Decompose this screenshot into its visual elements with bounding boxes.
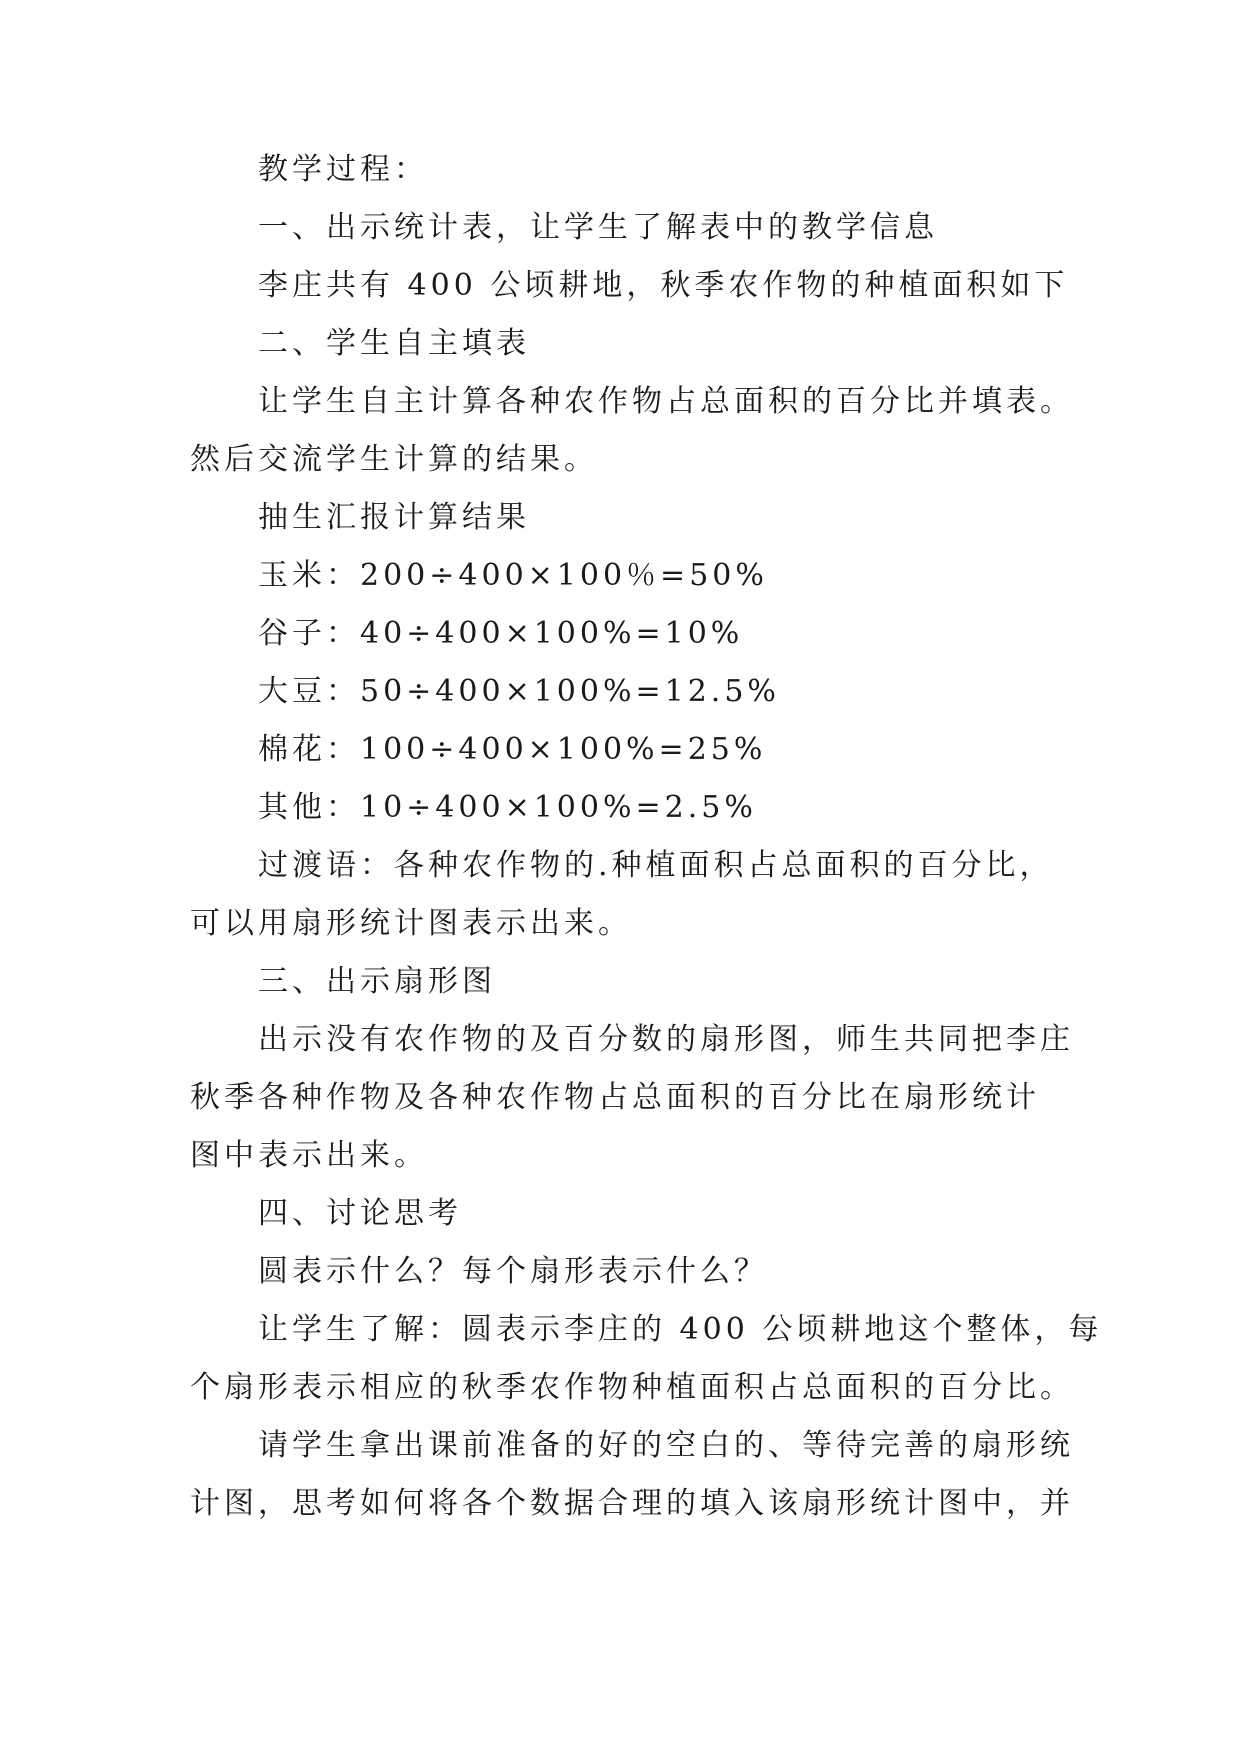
calc-line-cotton: 棉花：100÷400×100%=25% (258, 732, 767, 767)
calc-line-soybean: 大豆：50÷400×100%=12.5% (258, 674, 780, 709)
section-heading-1: 一、出示统计表，让学生了解表中的教学信息 (258, 210, 938, 245)
paragraph-line: 可以用扇形统计图表示出来。 (190, 906, 632, 941)
paragraph-line: 出示没有农作物的及百分数的扇形图，师生共同把李庄 (258, 1022, 1074, 1057)
paragraph-line: 李庄共有 400 公顷耕地，秋季农作物的种植面积如下 (258, 268, 1069, 303)
calc-line-other: 其他：10÷400×100%=2.5% (258, 790, 757, 825)
paragraph-line: 抽生汇报计算结果 (258, 500, 530, 535)
section-heading-4: 四、讨论思考 (258, 1196, 462, 1231)
paragraph-line: 计图，思考如何将各个数据合理的填入该扇形统计图中，并 (190, 1486, 1074, 1521)
paragraph-line: 让学生自主计算各种农作物占总面积的百分比并填表。 (258, 384, 1074, 419)
paragraph-line: 让学生了解：圆表示李庄的 400 公顷耕地这个整体，每 (258, 1312, 1103, 1347)
calc-line-corn: 玉米：200÷400×100％=50% (258, 558, 768, 593)
paragraph-line: 然后交流学生计算的结果。 (190, 442, 598, 477)
paragraph-line: 个扇形表示相应的秋季农作物种植面积占总面积的百分比。 (190, 1370, 1074, 1405)
paragraph-line: 圆表示什么？每个扇形表示什么？ (258, 1254, 768, 1289)
section-heading-3: 三、出示扇形图 (258, 964, 496, 999)
section-heading-2: 二、学生自主填表 (258, 326, 530, 361)
paragraph-line: 请学生拿出课前准备的好的空白的、等待完善的扇形统 (258, 1428, 1074, 1463)
calc-line-millet: 谷子：40÷400×100%=10% (258, 616, 744, 651)
heading-teaching-process: 教学过程： (258, 152, 428, 187)
paragraph-line: 秋季各种作物及各种农作物占总面积的百分比在扇形统计 (190, 1080, 1040, 1115)
paragraph-line: 过渡语：各种农作物的.种植面积占总面积的百分比， (258, 848, 1054, 883)
paragraph-line: 图中表示出来。 (190, 1138, 428, 1173)
